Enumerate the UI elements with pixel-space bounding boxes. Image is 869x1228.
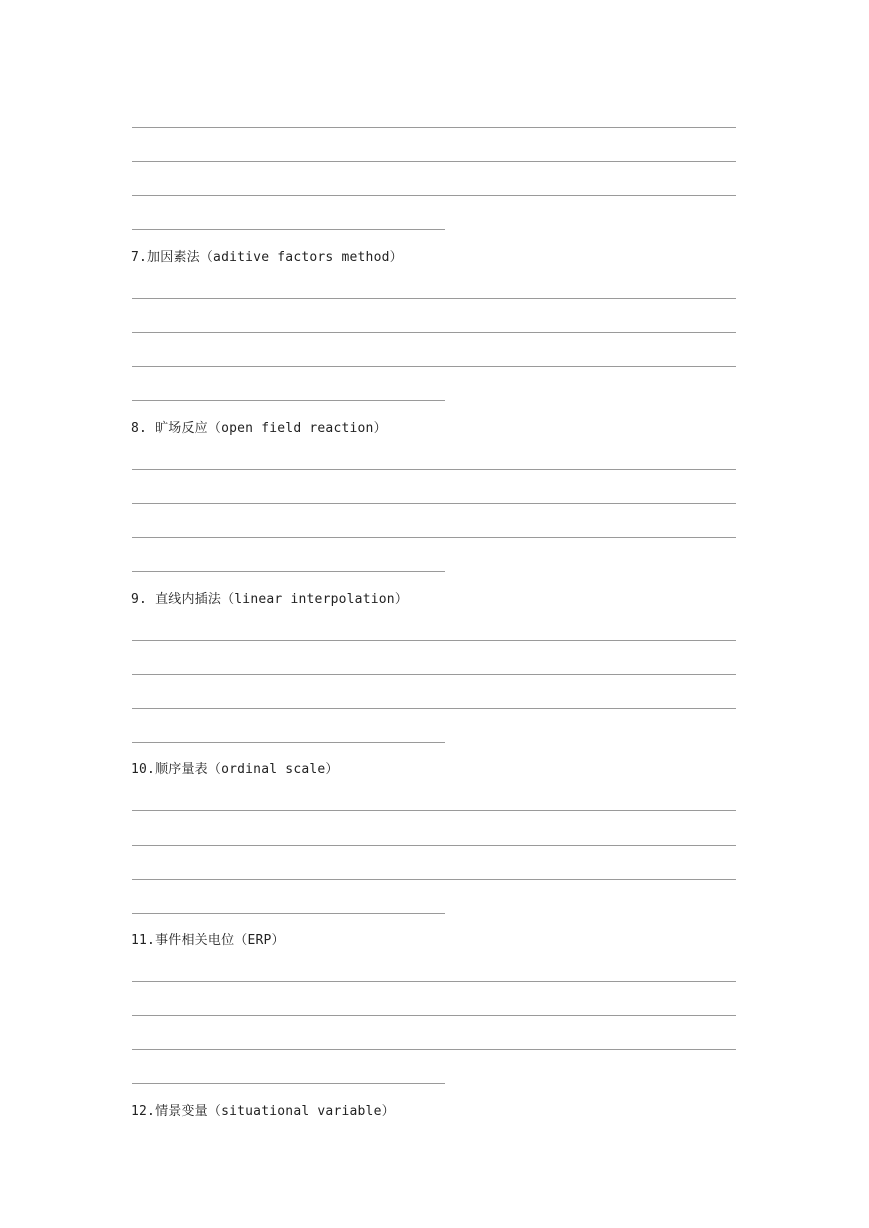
question-9-label: 9. 直线内插法（linear interpolation） (131, 592, 409, 607)
question-12-label: 12.情景变量（situational variable） (131, 1104, 395, 1119)
answer-line (132, 366, 736, 367)
question-11-label: 11.事件相关电位（ERP） (131, 933, 285, 948)
answer-line (132, 845, 736, 846)
answer-line (132, 469, 736, 470)
answer-line (132, 400, 445, 401)
answer-line (132, 298, 736, 299)
answer-line (132, 1015, 736, 1016)
question-10-label: 10.顺序量表（ordinal scale） (131, 762, 339, 777)
answer-line (132, 674, 736, 675)
answer-line (132, 571, 445, 572)
question-8-label: 8. 旷场反应（open field reaction） (131, 421, 387, 436)
question-7-label: 7.加因素法（aditive factors method） (131, 250, 403, 265)
answer-line (132, 127, 736, 128)
answer-line (132, 1083, 445, 1084)
answer-line (132, 195, 736, 196)
answer-line (132, 537, 736, 538)
answer-line (132, 708, 736, 709)
answer-line (132, 879, 736, 880)
answer-line (132, 229, 445, 230)
answer-line (132, 332, 736, 333)
answer-line (132, 503, 736, 504)
answer-line (132, 640, 736, 641)
answer-line (132, 913, 445, 914)
answer-line (132, 742, 445, 743)
answer-line (132, 161, 736, 162)
answer-line (132, 810, 736, 811)
answer-line (132, 1049, 736, 1050)
answer-line (132, 981, 736, 982)
